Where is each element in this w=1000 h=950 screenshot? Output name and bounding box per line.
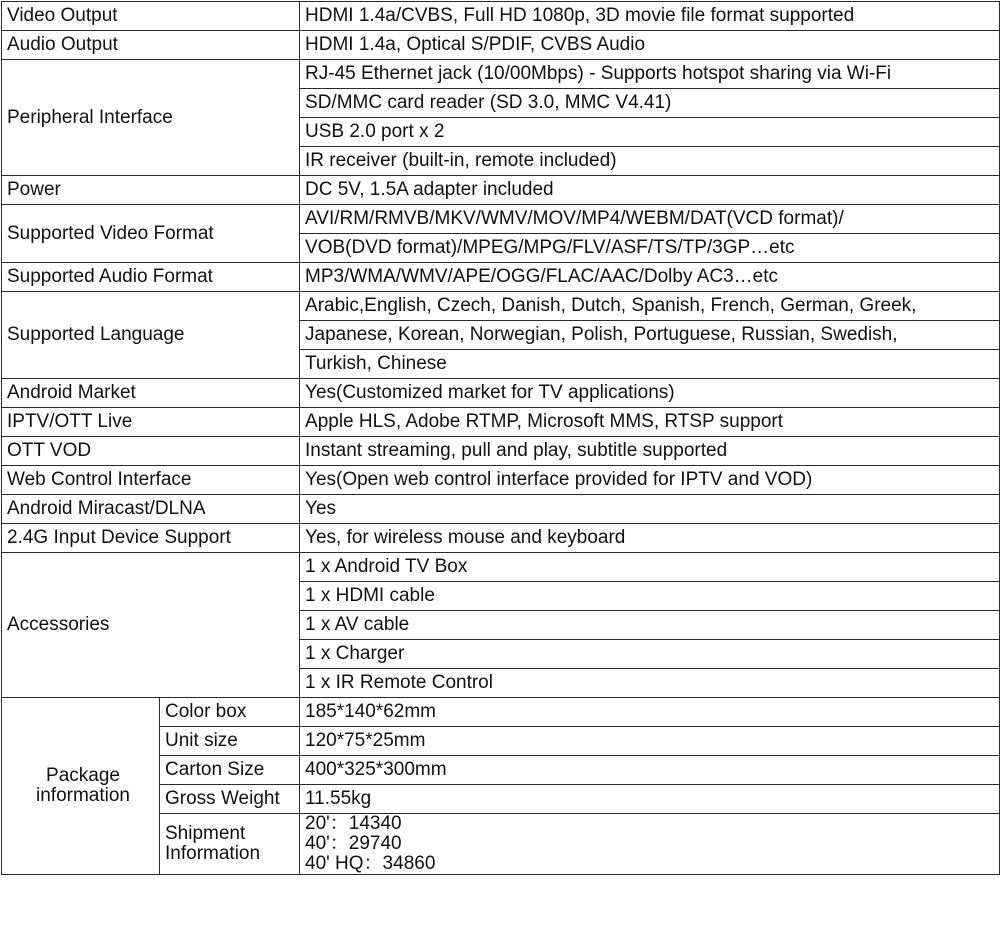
row-label: Supported Language bbox=[2, 292, 300, 379]
spec-table bbox=[1, 1, 1000, 875]
row-label: IPTV/OTT Live bbox=[2, 408, 300, 437]
row-value: Yes, for wireless mouse and keyboard bbox=[300, 524, 1000, 553]
shipment-values bbox=[300, 814, 1000, 875]
row-label: Video Output bbox=[2, 2, 300, 31]
table-row bbox=[2, 698, 1000, 727]
row-value: Arabic,English, Czech, Danish, Dutch, Spanish, French, German, Greek, bbox=[300, 292, 1000, 321]
table-row bbox=[2, 60, 1000, 89]
package-label-line: Package bbox=[46, 765, 120, 786]
row-value: Yes(Customized market for TV applications) bbox=[300, 379, 1000, 408]
table-row bbox=[2, 495, 1000, 524]
row-label: Audio Output bbox=[2, 31, 300, 60]
table-row bbox=[2, 437, 1000, 466]
row-value: 1 x Android TV Box bbox=[300, 553, 1000, 582]
row-value: DC 5V, 1.5A adapter included bbox=[300, 176, 1000, 205]
table-row bbox=[2, 292, 1000, 321]
row-label: Android Market bbox=[2, 379, 300, 408]
shipment-line: 40' HQ：34860 bbox=[305, 853, 436, 874]
row-value: USB 2.0 port x 2 bbox=[300, 118, 1000, 147]
sub-row-label: Color box bbox=[160, 698, 300, 727]
row-label: Supported Video Format bbox=[2, 205, 300, 263]
sub-row-value: 185*140*62mm bbox=[300, 698, 1000, 727]
table-row bbox=[2, 2, 1000, 31]
row-value: HDMI 1.4a/CVBS, Full HD 1080p, 3D movie file format supported bbox=[300, 2, 1000, 31]
shipment-label-line: Shipment bbox=[165, 823, 246, 844]
shipment-label-line: Information bbox=[165, 843, 261, 864]
table-row bbox=[2, 553, 1000, 582]
row-value: 1 x IR Remote Control bbox=[300, 669, 1000, 698]
sub-row-label: Carton Size bbox=[160, 756, 300, 785]
row-value: Yes(Open web control interface provided for IPTV and VOD) bbox=[300, 466, 1000, 495]
row-value: VOB(DVD format)/MPEG/MPG/FLV/ASF/TS/TP/3GP…etc bbox=[300, 234, 1000, 263]
package-information-label bbox=[2, 698, 160, 875]
row-label: Peripheral Interface bbox=[2, 60, 300, 176]
table-row bbox=[2, 379, 1000, 408]
row-value: 1 x AV cable bbox=[300, 611, 1000, 640]
shipment-line: 20'：14340 bbox=[305, 813, 402, 834]
row-value: 1 x Charger bbox=[300, 640, 1000, 669]
row-value: RJ-45 Ethernet jack (10/00Mbps) - Supports hotspot sharing via Wi-Fi bbox=[300, 60, 1000, 89]
shipment-line: 40'：29740 bbox=[305, 833, 402, 854]
sub-row-value: 400*325*300mm bbox=[300, 756, 1000, 785]
row-label: Web Control Interface bbox=[2, 466, 300, 495]
row-label: OTT VOD bbox=[2, 437, 300, 466]
row-value: HDMI 1.4a, Optical S/PDIF, CVBS Audio bbox=[300, 31, 1000, 60]
row-value: Instant streaming, pull and play, subtitle supported bbox=[300, 437, 1000, 466]
row-value: MP3/WMA/WMV/APE/OGG/FLAC/AAC/Dolby AC3…etc bbox=[300, 263, 1000, 292]
table-row bbox=[2, 176, 1000, 205]
row-label: Power bbox=[2, 176, 300, 205]
row-value: Apple HLS, Adobe RTMP, Microsoft MMS, RTSP support bbox=[300, 408, 1000, 437]
sub-row-label: Unit size bbox=[160, 727, 300, 756]
table-row bbox=[2, 263, 1000, 292]
row-label: 2.4G Input Device Support bbox=[2, 524, 300, 553]
table-row bbox=[2, 205, 1000, 234]
package-label-line: information bbox=[36, 785, 130, 806]
row-label: Accessories bbox=[2, 553, 300, 698]
shipment-information-label bbox=[160, 814, 300, 875]
table-row bbox=[2, 408, 1000, 437]
sub-row-label: Gross Weight bbox=[160, 785, 300, 814]
row-value: 1 x HDMI cable bbox=[300, 582, 1000, 611]
table-row bbox=[2, 466, 1000, 495]
table-row bbox=[2, 31, 1000, 60]
sub-row-value: 11.55kg bbox=[300, 785, 1000, 814]
table-row bbox=[2, 524, 1000, 553]
row-value: Turkish, Chinese bbox=[300, 350, 1000, 379]
row-value: Japanese, Korean, Norwegian, Polish, Portuguese, Russian, Swedish, bbox=[300, 321, 1000, 350]
sub-row-value: 120*75*25mm bbox=[300, 727, 1000, 756]
row-label: Supported Audio Format bbox=[2, 263, 300, 292]
row-value: SD/MMC card reader (SD 3.0, MMC V4.41) bbox=[300, 89, 1000, 118]
row-value: Yes bbox=[300, 495, 1000, 524]
row-value: IR receiver (built-in, remote included) bbox=[300, 147, 1000, 176]
row-label: Android Miracast/DLNA bbox=[2, 495, 300, 524]
row-value: AVI/RM/RMVB/MKV/WMV/MOV/MP4/WEBM/DAT(VCD format)/ bbox=[300, 205, 1000, 234]
